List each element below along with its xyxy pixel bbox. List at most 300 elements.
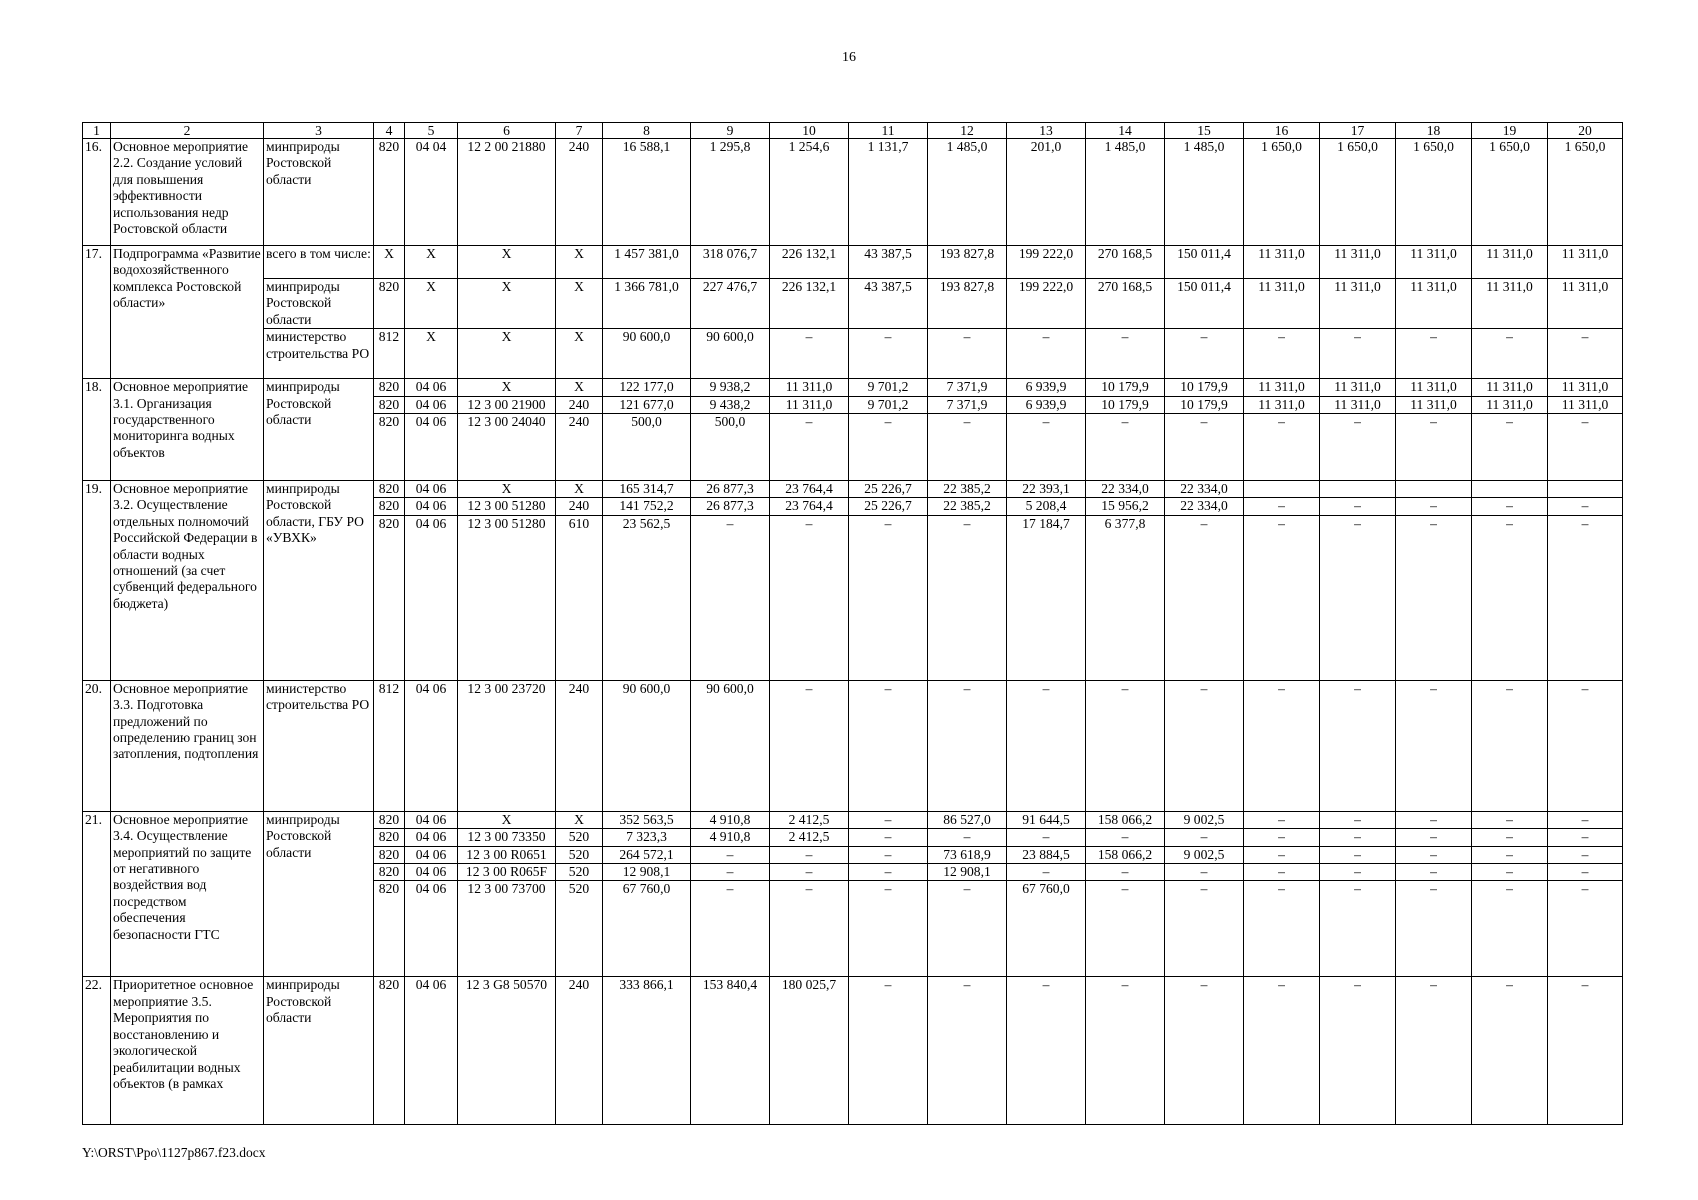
value-cell: X <box>405 279 458 329</box>
measure-name: Основное мероприятие 3.4. Осуществление мероприятий по защите от негативного воздействия вод посредством обеспечения безопасности ГТС <box>111 811 264 977</box>
value-cell: 11 311,0 <box>1320 246 1396 279</box>
value-cell: 11 311,0 <box>770 379 849 396</box>
value-cell: 227 476,7 <box>691 279 770 329</box>
value-cell: 10 179,9 <box>1165 379 1244 396</box>
value-cell: 4 910,8 <box>691 811 770 828</box>
value-cell: 1 485,0 <box>1165 139 1244 246</box>
value-cell: 12 2 00 21880 <box>458 139 556 246</box>
column-header: 8 <box>603 123 691 139</box>
value-cell: 23 562,5 <box>603 515 691 680</box>
value-cell: 22 334,0 <box>1165 498 1244 515</box>
value-cell: 04 06 <box>405 379 458 396</box>
value-cell: – <box>1320 846 1396 863</box>
value-cell: X <box>556 379 603 396</box>
value-cell: – <box>928 515 1007 680</box>
value-cell: 333 866,1 <box>603 977 691 1125</box>
value-cell: 520 <box>556 881 603 977</box>
value-cell: 240 <box>556 414 603 481</box>
value-cell: 11 311,0 <box>1548 246 1623 279</box>
value-cell: 11 311,0 <box>1396 279 1472 329</box>
value-cell: 9 002,5 <box>1165 811 1244 828</box>
value-cell: – <box>1007 329 1086 379</box>
column-header: 12 <box>928 123 1007 139</box>
value-cell: – <box>1396 977 1472 1125</box>
value-cell: 11 311,0 <box>770 396 849 413</box>
value-cell: 812 <box>374 329 405 379</box>
value-cell: – <box>1548 829 1623 846</box>
value-cell: X <box>405 329 458 379</box>
table-row <box>83 379 1623 396</box>
value-cell: 610 <box>556 515 603 680</box>
column-header: 18 <box>1396 123 1472 139</box>
value-cell: – <box>849 881 928 977</box>
value-cell: – <box>1244 329 1320 379</box>
value-cell: – <box>1165 329 1244 379</box>
value-cell: – <box>928 329 1007 379</box>
value-cell: – <box>1548 811 1623 828</box>
value-cell: – <box>1396 515 1472 680</box>
value-cell: 12 3 00 R065F <box>458 864 556 881</box>
value-cell: 7 371,9 <box>928 396 1007 413</box>
value-cell: – <box>1244 864 1320 881</box>
value-cell: – <box>928 881 1007 977</box>
value-cell: – <box>1244 498 1320 515</box>
value-cell: 201,0 <box>1007 139 1086 246</box>
value-cell: 11 311,0 <box>1244 279 1320 329</box>
value-cell: 12 3 00 21900 <box>458 396 556 413</box>
value-cell: – <box>770 329 849 379</box>
value-cell: 1 650,0 <box>1396 139 1472 246</box>
value-cell: 820 <box>374 811 405 828</box>
value-cell: 11 311,0 <box>1244 379 1320 396</box>
value-cell: 23 764,4 <box>770 481 849 498</box>
column-header: 9 <box>691 123 770 139</box>
value-cell: – <box>1396 680 1472 811</box>
value-cell: – <box>770 846 849 863</box>
table-row <box>83 329 1623 379</box>
value-cell: 22 334,0 <box>1165 481 1244 498</box>
value-cell: – <box>1244 515 1320 680</box>
value-cell: – <box>1320 811 1396 828</box>
value-cell: 1 254,6 <box>770 139 849 246</box>
value-cell: – <box>1472 811 1548 828</box>
value-cell: 352 563,5 <box>603 811 691 828</box>
value-cell: X <box>458 379 556 396</box>
value-cell: 10 179,9 <box>1086 379 1165 396</box>
value-cell: – <box>849 515 928 680</box>
value-cell: – <box>1396 414 1472 481</box>
value-cell: – <box>849 329 928 379</box>
value-cell: 10 179,9 <box>1165 396 1244 413</box>
row-number: 21. <box>83 811 111 977</box>
value-cell: 812 <box>374 680 405 811</box>
executor: минприроды Ростовской области <box>264 379 374 481</box>
table-body <box>83 123 1623 1125</box>
executor: минприроды Ростовской области <box>264 139 374 246</box>
value-cell: 10 179,9 <box>1086 396 1165 413</box>
value-cell: 199 222,0 <box>1007 246 1086 279</box>
value-cell: 820 <box>374 881 405 977</box>
header-row <box>83 123 1623 139</box>
column-header: 6 <box>458 123 556 139</box>
value-cell: 12 3 00 73700 <box>458 881 556 977</box>
value-cell: 820 <box>374 396 405 413</box>
value-cell: – <box>1320 977 1396 1125</box>
value-cell: 23 884,5 <box>1007 846 1086 863</box>
value-cell: – <box>1472 846 1548 863</box>
value-cell: 1 650,0 <box>1548 139 1623 246</box>
value-cell: 7 323,3 <box>603 829 691 846</box>
value-cell: 2 412,5 <box>770 811 849 828</box>
value-cell: 1 650,0 <box>1472 139 1548 246</box>
value-cell: – <box>1086 829 1165 846</box>
value-cell: – <box>1472 829 1548 846</box>
value-cell: – <box>1244 811 1320 828</box>
value-cell: 9 002,5 <box>1165 846 1244 863</box>
value-cell: 04 06 <box>405 811 458 828</box>
executor: минприроды Ростовской области <box>264 811 374 977</box>
value-cell: – <box>1086 414 1165 481</box>
value-cell: – <box>1396 811 1472 828</box>
value-cell: – <box>1472 680 1548 811</box>
value-cell: – <box>1165 864 1244 881</box>
executor: минприроды Ростовской области, ГБУ РО «УВХК» <box>264 481 374 681</box>
value-cell: 820 <box>374 379 405 396</box>
value-cell: 11 311,0 <box>1320 396 1396 413</box>
value-cell: – <box>770 881 849 977</box>
value-cell: – <box>1244 846 1320 863</box>
column-header: 4 <box>374 123 405 139</box>
value-cell: 150 011,4 <box>1165 279 1244 329</box>
value-cell: 12 3 00 51280 <box>458 515 556 680</box>
column-header: 20 <box>1548 123 1623 139</box>
value-cell: X <box>458 329 556 379</box>
value-cell: 9 938,2 <box>691 379 770 396</box>
row-number: 19. <box>83 481 111 681</box>
value-cell: 43 387,5 <box>849 246 928 279</box>
value-cell <box>1396 481 1472 498</box>
value-cell: – <box>1165 515 1244 680</box>
table-row <box>83 246 1623 279</box>
value-cell: 520 <box>556 864 603 881</box>
value-cell: 150 011,4 <box>1165 246 1244 279</box>
value-cell: X <box>556 246 603 279</box>
value-cell: 26 877,3 <box>691 481 770 498</box>
value-cell: 121 677,0 <box>603 396 691 413</box>
measure-name: Подпрограмма «Развитие водохозяйственного комплекса Ростовской области» <box>111 246 264 379</box>
value-cell: – <box>1244 977 1320 1125</box>
value-cell: 226 132,1 <box>770 279 849 329</box>
value-cell: – <box>1548 881 1623 977</box>
value-cell: 158 066,2 <box>1086 811 1165 828</box>
value-cell: – <box>1472 864 1548 881</box>
table-row <box>83 279 1623 329</box>
value-cell: – <box>1548 846 1623 863</box>
value-cell: X <box>458 481 556 498</box>
value-cell: 04 06 <box>405 881 458 977</box>
value-cell: 11 311,0 <box>1472 396 1548 413</box>
value-cell: – <box>1548 414 1623 481</box>
column-header: 2 <box>111 123 264 139</box>
value-cell: 11 311,0 <box>1244 246 1320 279</box>
value-cell: – <box>1396 864 1472 881</box>
value-cell: – <box>1320 515 1396 680</box>
value-cell: 11 311,0 <box>1548 379 1623 396</box>
value-cell: – <box>1548 977 1623 1125</box>
value-cell: – <box>1320 498 1396 515</box>
value-cell: – <box>1472 414 1548 481</box>
value-cell: 73 618,9 <box>928 846 1007 863</box>
value-cell: 22 385,2 <box>928 498 1007 515</box>
value-cell: – <box>1086 329 1165 379</box>
value-cell: 318 076,7 <box>691 246 770 279</box>
table-row <box>83 139 1623 246</box>
column-header: 16 <box>1244 123 1320 139</box>
value-cell: 1 650,0 <box>1244 139 1320 246</box>
value-cell: 11 311,0 <box>1548 396 1623 413</box>
value-cell: 11 311,0 <box>1396 379 1472 396</box>
value-cell: 12 908,1 <box>928 864 1007 881</box>
value-cell: 820 <box>374 515 405 680</box>
value-cell: 270 168,5 <box>1086 246 1165 279</box>
executor: минприроды Ростовской области <box>264 279 374 329</box>
value-cell: – <box>849 846 928 863</box>
value-cell: 11 311,0 <box>1320 279 1396 329</box>
value-cell: 1 485,0 <box>928 139 1007 246</box>
value-cell: – <box>1472 329 1548 379</box>
value-cell: – <box>1007 977 1086 1125</box>
value-cell: 90 600,0 <box>691 680 770 811</box>
value-cell: – <box>1165 829 1244 846</box>
executor: министерство строительства РО <box>264 329 374 379</box>
value-cell: – <box>928 977 1007 1125</box>
value-cell: 12 3 00 51280 <box>458 498 556 515</box>
measure-name: Основное мероприятие 3.1. Организация государственного мониторинга водных объектов <box>111 379 264 481</box>
value-cell: 264 572,1 <box>603 846 691 863</box>
value-cell: – <box>1548 864 1623 881</box>
value-cell: 820 <box>374 498 405 515</box>
value-cell: 12 3 00 73350 <box>458 829 556 846</box>
value-cell: 04 06 <box>405 396 458 413</box>
value-cell: 16 588,1 <box>603 139 691 246</box>
value-cell: 25 226,7 <box>849 498 928 515</box>
value-cell: – <box>1007 680 1086 811</box>
value-cell: – <box>928 680 1007 811</box>
value-cell: 193 827,8 <box>928 246 1007 279</box>
value-cell: 199 222,0 <box>1007 279 1086 329</box>
value-cell: – <box>1165 680 1244 811</box>
value-cell: – <box>849 977 928 1125</box>
value-cell: – <box>691 881 770 977</box>
measure-name: Приоритетное основное мероприятие 3.5. Мероприятия по восстановлению и экологической реабилитации водных объектов (в рамках <box>111 977 264 1125</box>
value-cell <box>1244 481 1320 498</box>
value-cell: – <box>1244 414 1320 481</box>
value-cell: 04 06 <box>405 977 458 1125</box>
value-cell: – <box>1548 515 1623 680</box>
value-cell: – <box>849 414 928 481</box>
value-cell: 86 527,0 <box>928 811 1007 828</box>
value-cell: 9 701,2 <box>849 379 928 396</box>
value-cell: 12 3 00 23720 <box>458 680 556 811</box>
value-cell: 04 04 <box>405 139 458 246</box>
value-cell: – <box>691 864 770 881</box>
column-header: 13 <box>1007 123 1086 139</box>
value-cell: 9 438,2 <box>691 396 770 413</box>
value-cell: 04 06 <box>405 864 458 881</box>
value-cell: – <box>1086 977 1165 1125</box>
column-header: 7 <box>556 123 603 139</box>
value-cell: 520 <box>556 829 603 846</box>
value-cell: – <box>1320 680 1396 811</box>
value-cell: 11 311,0 <box>1472 246 1548 279</box>
value-cell <box>1320 481 1396 498</box>
value-cell: 240 <box>556 977 603 1125</box>
column-header: 15 <box>1165 123 1244 139</box>
table-row <box>83 811 1623 828</box>
table-row <box>83 481 1623 498</box>
value-cell: – <box>1548 329 1623 379</box>
value-cell: – <box>1007 829 1086 846</box>
column-header: 1 <box>83 123 111 139</box>
value-cell: – <box>1320 414 1396 481</box>
value-cell: – <box>770 680 849 811</box>
table-row <box>83 977 1623 1125</box>
value-cell: – <box>1396 498 1472 515</box>
value-cell: 04 06 <box>405 515 458 680</box>
value-cell: 520 <box>556 846 603 863</box>
value-cell: 12 908,1 <box>603 864 691 881</box>
value-cell: 9 701,2 <box>849 396 928 413</box>
value-cell: – <box>1086 680 1165 811</box>
value-cell: – <box>1320 829 1396 846</box>
value-cell: X <box>374 246 405 279</box>
value-cell: 26 877,3 <box>691 498 770 515</box>
value-cell: – <box>1472 515 1548 680</box>
value-cell: X <box>556 811 603 828</box>
value-cell: 226 132,1 <box>770 246 849 279</box>
value-cell: – <box>849 811 928 828</box>
value-cell: 6 377,8 <box>1086 515 1165 680</box>
value-cell: – <box>1320 329 1396 379</box>
value-cell: 11 311,0 <box>1320 379 1396 396</box>
value-cell: – <box>849 680 928 811</box>
value-cell: – <box>1396 881 1472 977</box>
value-cell: – <box>1472 977 1548 1125</box>
value-cell: – <box>1007 864 1086 881</box>
value-cell: 22 385,2 <box>928 481 1007 498</box>
column-header: 11 <box>849 123 928 139</box>
row-number: 18. <box>83 379 111 481</box>
value-cell: 141 752,2 <box>603 498 691 515</box>
value-cell: – <box>1548 498 1623 515</box>
value-cell: – <box>849 864 928 881</box>
column-header: 5 <box>405 123 458 139</box>
value-cell: X <box>556 481 603 498</box>
value-cell <box>1548 481 1623 498</box>
row-number: 20. <box>83 680 111 811</box>
value-cell: 90 600,0 <box>603 680 691 811</box>
value-cell: 158 066,2 <box>1086 846 1165 863</box>
column-header: 17 <box>1320 123 1396 139</box>
value-cell: 04 06 <box>405 414 458 481</box>
page-number: 16 <box>842 50 856 65</box>
value-cell: 43 387,5 <box>849 279 928 329</box>
value-cell: 193 827,8 <box>928 279 1007 329</box>
value-cell: – <box>1086 864 1165 881</box>
value-cell: 122 177,0 <box>603 379 691 396</box>
value-cell: – <box>691 846 770 863</box>
value-cell: 1 457 381,0 <box>603 246 691 279</box>
value-cell: – <box>1165 414 1244 481</box>
executor: всего в том числе: <box>264 246 374 279</box>
value-cell: – <box>1007 414 1086 481</box>
value-cell: 240 <box>556 680 603 811</box>
column-header: 10 <box>770 123 849 139</box>
value-cell: 1 650,0 <box>1320 139 1396 246</box>
value-cell: 04 06 <box>405 481 458 498</box>
value-cell: 90 600,0 <box>691 329 770 379</box>
value-cell: 2 412,5 <box>770 829 849 846</box>
value-cell: 22 393,1 <box>1007 481 1086 498</box>
value-cell: – <box>928 414 1007 481</box>
value-cell: 67 760,0 <box>1007 881 1086 977</box>
value-cell: 04 06 <box>405 829 458 846</box>
value-cell: 04 06 <box>405 498 458 515</box>
value-cell: 91 644,5 <box>1007 811 1086 828</box>
value-cell: X <box>458 279 556 329</box>
value-cell: 240 <box>556 498 603 515</box>
value-cell: 820 <box>374 414 405 481</box>
value-cell: 6 939,9 <box>1007 379 1086 396</box>
value-cell: 820 <box>374 846 405 863</box>
value-cell: – <box>1320 864 1396 881</box>
value-cell: – <box>1472 881 1548 977</box>
table-row <box>83 680 1623 811</box>
value-cell: 1 485,0 <box>1086 139 1165 246</box>
value-cell: 1 366 781,0 <box>603 279 691 329</box>
row-number: 22. <box>83 977 111 1125</box>
value-cell: 6 939,9 <box>1007 396 1086 413</box>
measure-name: Основное мероприятие 3.3. Подготовка предложений по определению границ зон затопления, подтопления <box>111 680 264 811</box>
value-cell: 240 <box>556 139 603 246</box>
value-cell: X <box>458 246 556 279</box>
value-cell: 25 226,7 <box>849 481 928 498</box>
value-cell: 04 06 <box>405 846 458 863</box>
value-cell: 820 <box>374 977 405 1125</box>
value-cell: X <box>405 246 458 279</box>
value-cell: 500,0 <box>691 414 770 481</box>
value-cell: 820 <box>374 279 405 329</box>
column-header: 19 <box>1472 123 1548 139</box>
value-cell: – <box>691 515 770 680</box>
value-cell: – <box>1396 829 1472 846</box>
value-cell: 270 168,5 <box>1086 279 1165 329</box>
value-cell: X <box>556 329 603 379</box>
value-cell: 23 764,4 <box>770 498 849 515</box>
value-cell: 180 025,7 <box>770 977 849 1125</box>
value-cell: – <box>1548 680 1623 811</box>
value-cell: 17 184,7 <box>1007 515 1086 680</box>
value-cell: X <box>458 811 556 828</box>
value-cell: – <box>1165 977 1244 1125</box>
value-cell: – <box>1165 881 1244 977</box>
value-cell: – <box>1472 498 1548 515</box>
value-cell: 4 910,8 <box>691 829 770 846</box>
value-cell: 240 <box>556 396 603 413</box>
executor: министерство строительства РО <box>264 680 374 811</box>
value-cell: – <box>1086 881 1165 977</box>
value-cell: 5 208,4 <box>1007 498 1086 515</box>
